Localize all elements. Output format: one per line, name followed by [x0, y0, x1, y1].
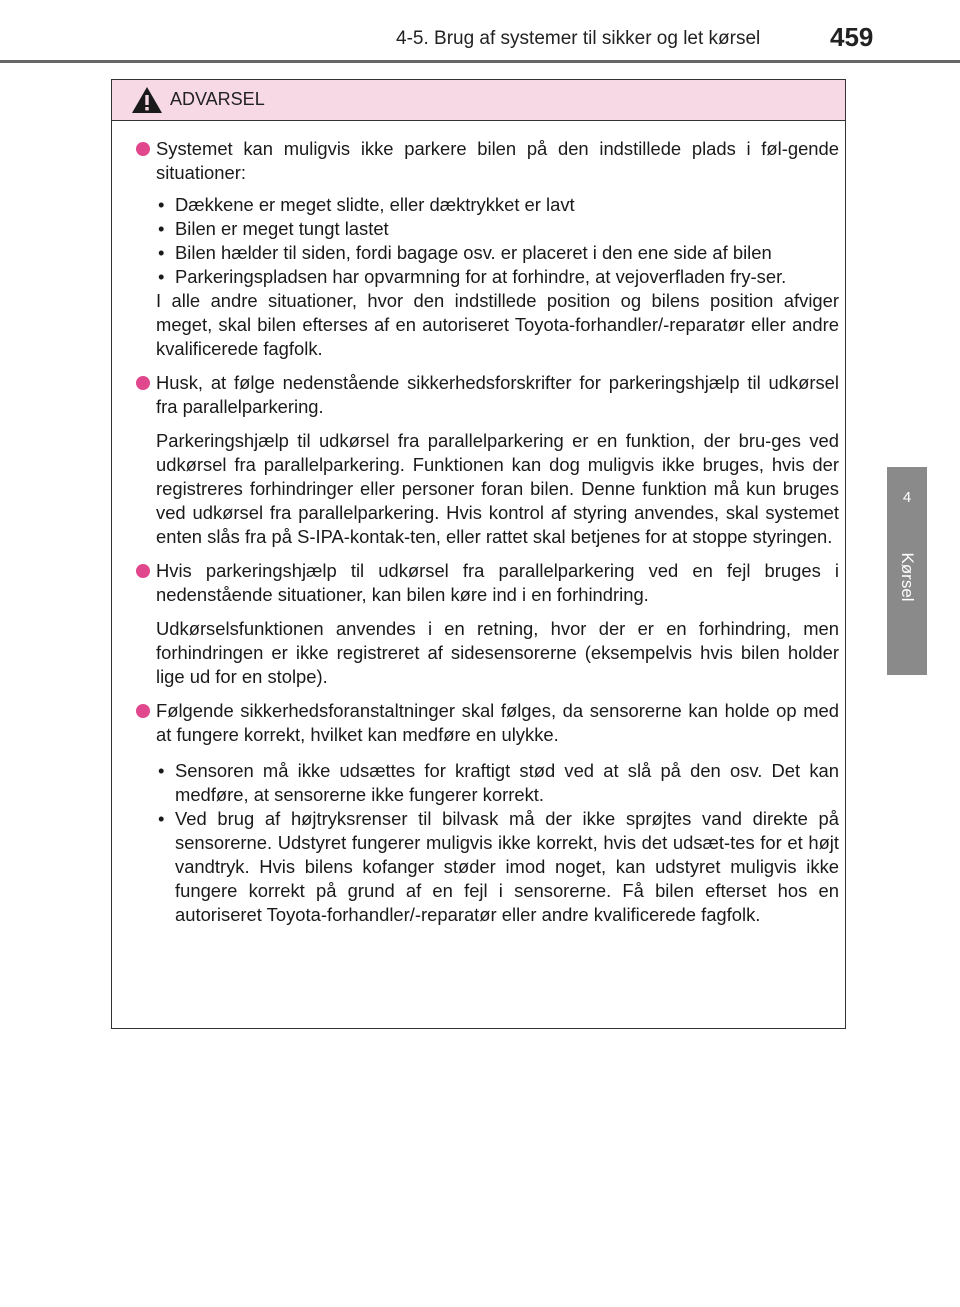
section-intro: Systemet kan muligvis ikke parkere bilen på den indstillede plads i føl-gende situationer: [156, 138, 839, 183]
list-item: • Bilen er meget tungt lastet [156, 217, 839, 241]
chapter-tab[interactable] [887, 467, 927, 675]
section-intro: Hvis parkeringshjælp til udkørsel fra parallelparkering ved en fejl bruges i nedenstående situationer, kan bilen køre ind i en forhindring. [156, 560, 839, 605]
list-item: • Sensoren må ikke udsættes for kraftigt stød ved at slå på den osv. Det kan medføre, at sensorerne ikke fungerer korrekt. [156, 759, 839, 807]
list-item: • Dækkene er meget slidte, eller dæktrykket er lavt [156, 193, 839, 217]
list-item: • Parkeringspladsen har opvarmning for at forhindre, at vejoverfladen fry-ser. [156, 265, 839, 289]
chapter-number: 4 [902, 489, 912, 506]
bullet-icon [136, 704, 150, 718]
section-note: I alle andre situationer, hvor den indstillede position og bilens position afviger meget, skal bilen efterses af en autoriseret Toyota-forhandler/-reparatør eller andre kvalificerede fagfolk. [156, 290, 839, 359]
header-rule [0, 60, 960, 63]
section-title: 4-5. Brug af systemer til sikker og let kørsel [396, 28, 761, 49]
warning-section-2 [112, 371, 847, 549]
section-intro: Husk, at følge nedenstående sikkerhedsforskrifter for parkeringshjælp til udkørsel fra parallelparkering. [156, 372, 839, 417]
warning-section-4 [112, 699, 847, 927]
section-intro: Følgende sikkerhedsforanstaltninger skal følges, da sensorerne kan holde op med at fungere korrekt, hvilket kan medføre en ulykke. [156, 700, 839, 745]
warning-section-3 [112, 559, 847, 689]
warning-box [111, 79, 846, 1029]
bullet-icon [136, 142, 150, 156]
section-body: Parkeringshjælp til udkørsel fra parallelparkering er en funktion, der bru-ges ved udkørsel fra parallelparkering. Funktionen kan dog muligvis ikke bruges, hvis der registreres forhindringer eller personer foran bilen. Denne funktion må kun bruges ved udkørsel fra parallelparkering. Hvis kontrol af styring anvendes, skal systemet enten slås fra på S-IPA-kontak-ten, eller rattet skal betjenes for at stoppe styringen. [156, 430, 839, 547]
sub-list [156, 193, 839, 289]
section-body: Udkørselsfunktionen anvendes i en retning, hvor der er en forhindring, men forhindringen er ikke registreret af sidesensorerne (eksempelvis hvis bilen holder lige ud for en stolpe). [156, 618, 839, 687]
list-item: • Ved brug af højtryksrenser til bilvask må der ikke sprøjtes vand direkte på sensorerne. Udstyret fungerer muligvis ikke korrekt, hvis det udsæt-tes for et højt vandtryk. Hvis bilens kofanger støder imod noget, kan udstyret muligvis ikke fungere korrekt på grund af en fejl i sensorerne. Få bilen efterset hos en autoriseret Toyota-forhandler/-reparatør eller andre kvalificerede fagfolk. [156, 807, 839, 927]
bullet-icon [136, 564, 150, 578]
warning-header [112, 80, 845, 121]
sub-list [156, 759, 839, 927]
page-number: 459 [830, 22, 874, 52]
warning-section-1 [112, 137, 847, 361]
warning-title: ADVARSEL [170, 89, 265, 109]
warning-triangle-icon [131, 86, 163, 114]
chapter-label: Kørsel [898, 552, 917, 602]
list-item: • Bilen hælder til siden, fordi bagage osv. er placeret i den ene side af bilen [156, 241, 839, 265]
bullet-icon [136, 376, 150, 390]
warning-content [112, 137, 847, 927]
